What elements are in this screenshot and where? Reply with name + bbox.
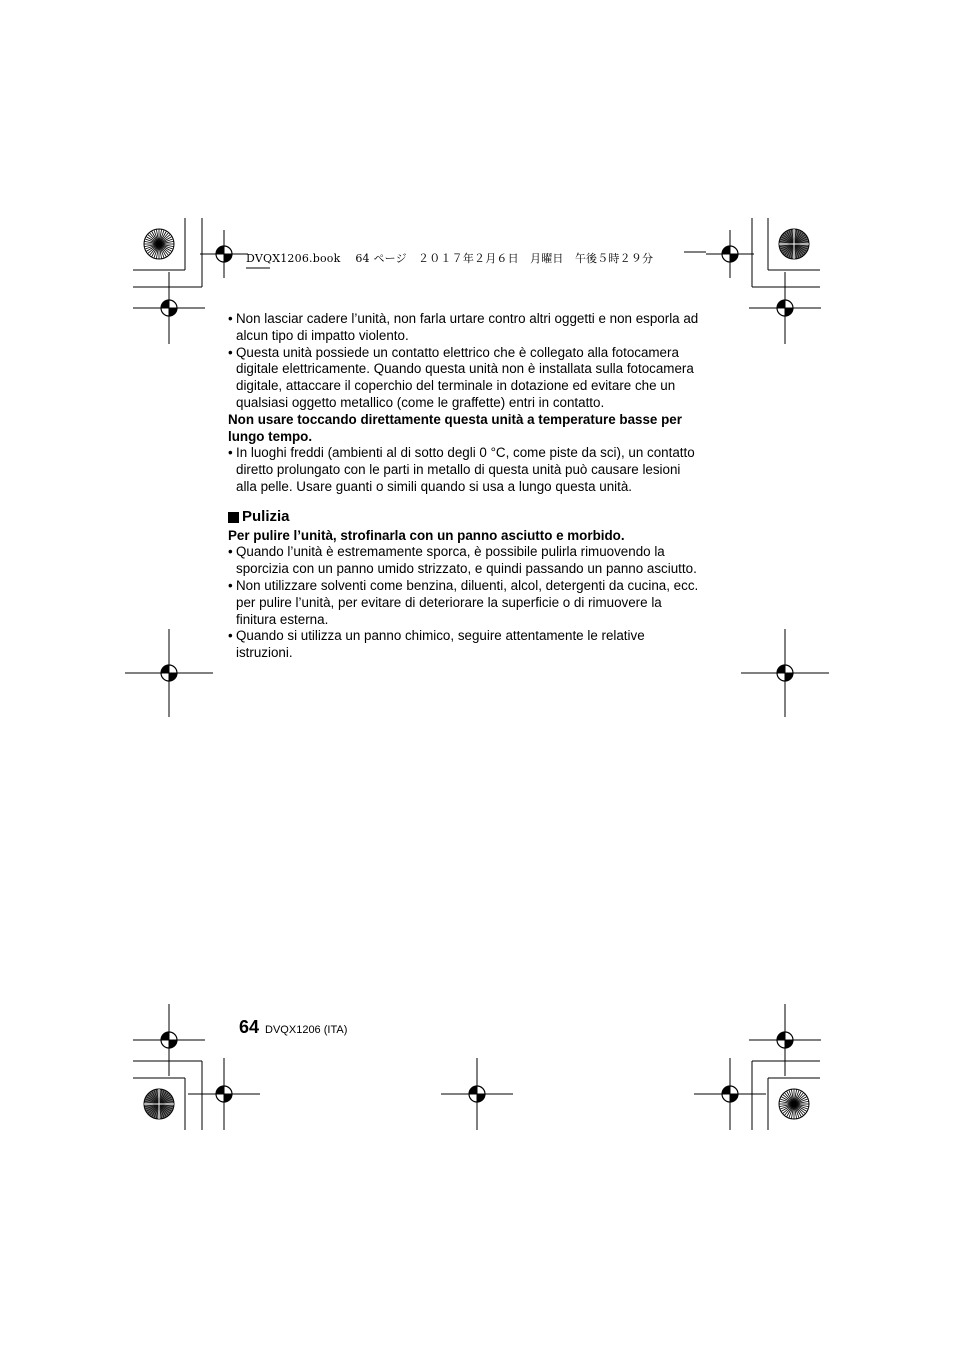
crosshair-quadrant: [161, 665, 169, 673]
crosshair-quadrant: [722, 246, 730, 254]
cleaning-list: [228, 544, 700, 662]
crosshair-quadrant: [161, 1032, 169, 1040]
black-square-icon: [228, 512, 239, 523]
crosshair-quadrant: [169, 308, 177, 316]
crosshair-quadrant: [161, 300, 169, 308]
crosshair-quadrant: [224, 1094, 232, 1102]
crosshair-quadrant: [469, 1086, 477, 1094]
crosshair-quadrant: [785, 308, 793, 316]
crosshair-quadrant: [777, 665, 785, 673]
warning-title: Non usare toccando direttamente questa unità a temperature basse per lungo tempo.: [228, 411, 682, 444]
crosshair-quadrant: [477, 1094, 485, 1102]
crosshair-quadrant: [730, 254, 738, 262]
crosshair-quadrant: [216, 246, 224, 254]
crosshair-quadrant: [777, 1032, 785, 1040]
crosshair-quadrant: [785, 673, 793, 681]
list-item: • Quando si utilizza un panno chimico, seguire attentamente le relative istruzioni.: [228, 628, 700, 662]
document-code: DVQX1206 (ITA): [265, 1024, 348, 1036]
list-item: • Non lasciar cadere l’unità, non farla urtare contro altri oggetti e non esporla ad alcun tipo di impatto violento.: [228, 311, 700, 345]
section-heading-label: Pulizia: [242, 507, 290, 525]
crosshair-quadrant: [722, 1086, 730, 1094]
warning-list: [228, 445, 700, 495]
crosshair-quadrant: [730, 1094, 738, 1102]
page-number: 64: [239, 1017, 260, 1037]
page-footer: [239, 1017, 347, 1038]
list-item: • Non utilizzare solventi come benzina, diluenti, alcol, detergenti da cucina, ecc. per pulire l’unità, per evitare di deteriorare la superficie o di rimuovere la finitura esterna.: [228, 578, 700, 628]
crosshair-quadrant: [785, 1040, 793, 1048]
crosshair-quadrant: [224, 254, 232, 262]
document-body: [228, 311, 700, 662]
section-heading-pulizia: [228, 509, 700, 526]
list-item: • In luoghi freddi (ambienti al di sotto degli 0 °C, come piste da sci), un contatto diretto prolungato con le parti in metallo di questa unità può causare lesioni alla pelle. Usare guanti o simili quando si usa a lungo questa unità.: [228, 445, 700, 495]
crosshair-quadrant: [169, 1040, 177, 1048]
print-header-line: DVQX1206.book 64 ページ ２０１７年２月６日 月曜日 午後５時２９分: [246, 252, 654, 265]
crosshair-quadrant: [216, 1086, 224, 1094]
crosshair-quadrant: [777, 300, 785, 308]
cleaning-intro: Per pulire l’unità, strofinarla con un panno asciutto e morbido.: [228, 527, 625, 543]
precaution-list: [228, 311, 700, 412]
crosshair-quadrant: [169, 673, 177, 681]
list-item: • Quando l’unità è estremamente sporca, è possibile pulirla rimuovendo la sporcizia con un panno umido strizzato, e quindi passando un panno asciutto.: [228, 544, 700, 578]
list-item: • Questa unità possiede un contatto elettrico che è collegato alla fotocamera digitale elettricamente. Quando questa unità non è installata sulla fotocamera digitale, attaccare il coperchio del terminale in dotazione ed evitare che un qualsiasi oggetto metallico (come le graffette) entri in contatto.: [228, 345, 700, 412]
